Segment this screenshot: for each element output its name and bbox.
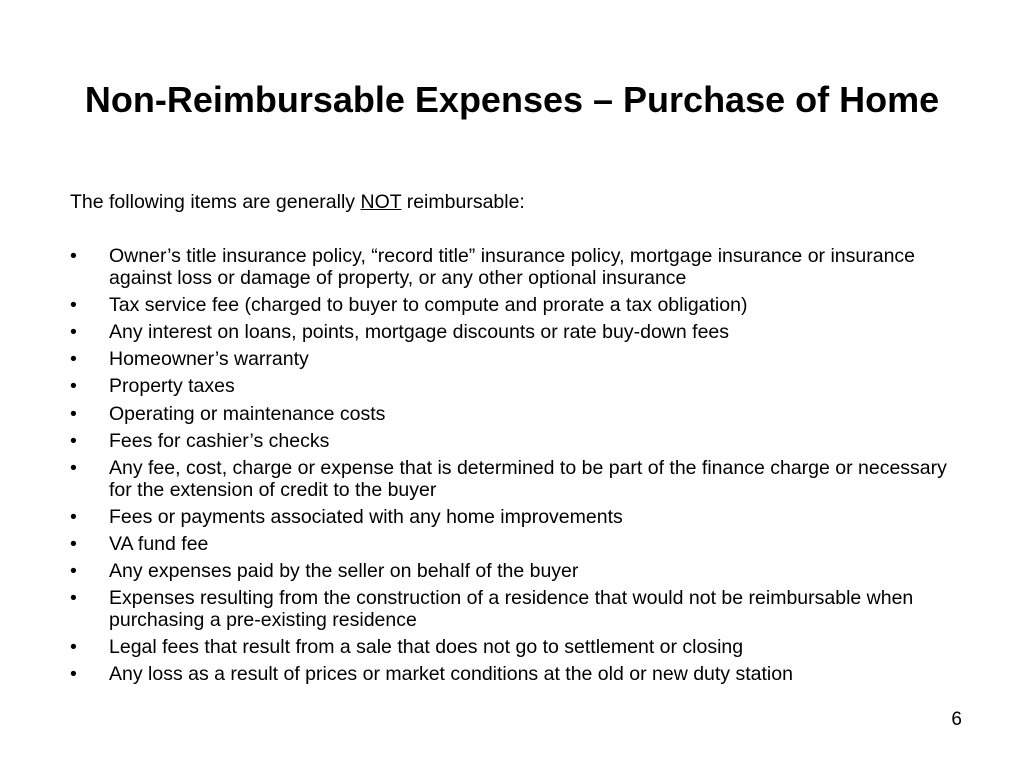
bullet-marker: • bbox=[70, 532, 77, 555]
bullet-item bbox=[70, 637, 970, 659]
bullet-item bbox=[70, 404, 970, 426]
bullet-marker: • bbox=[70, 636, 77, 659]
bullet-marker: • bbox=[70, 663, 77, 686]
bullet-item bbox=[70, 246, 970, 289]
bullet-marker: • bbox=[70, 320, 77, 343]
bullet-text: Property taxes bbox=[109, 375, 235, 398]
bullet-item bbox=[70, 534, 970, 556]
bullet-item bbox=[70, 349, 970, 371]
bullet-item bbox=[70, 431, 970, 453]
intro-before: The following items are generally bbox=[70, 191, 361, 213]
bullet-text: Tax service fee (charged to buyer to compute and prorate a tax obligation) bbox=[109, 293, 748, 316]
bullet-marker: • bbox=[70, 456, 77, 479]
bullet-item bbox=[70, 295, 970, 317]
bullet-text: Fees for cashier’s checks bbox=[109, 429, 330, 452]
bullet-item bbox=[70, 588, 970, 631]
bullet-text: Legal fees that result from a sale that does not go to settlement or closing bbox=[109, 636, 744, 659]
bullet-list bbox=[70, 246, 970, 691]
bullet-marker: • bbox=[70, 402, 77, 425]
bullet-text: Any fee, cost, charge or expense that is determined to be part of the finance charge or necessary for the extension of credit to the buyer bbox=[109, 456, 947, 501]
bullet-marker: • bbox=[70, 505, 77, 528]
bullet-item bbox=[70, 376, 970, 398]
bullet-item bbox=[70, 507, 970, 529]
slide-title: Non-Reimbursable Expenses – Purchase of Home bbox=[84, 79, 940, 120]
bullet-text: Operating or maintenance costs bbox=[109, 402, 386, 425]
bullet-item bbox=[70, 458, 970, 501]
bullet-marker: • bbox=[70, 245, 77, 267]
bullet-text: Homeowner’s warranty bbox=[109, 348, 309, 371]
bullet-marker: • bbox=[70, 375, 77, 398]
bullet-marker: • bbox=[70, 587, 77, 610]
bullet-marker: • bbox=[70, 429, 77, 452]
bullet-item bbox=[70, 561, 970, 583]
bullet-text: Any interest on loans, points, mortgage discounts or rate buy-down fees bbox=[109, 320, 730, 343]
intro-after: reimbursable: bbox=[401, 191, 525, 213]
bullet-text: VA fund fee bbox=[109, 532, 209, 555]
bullet-item bbox=[70, 322, 970, 344]
intro-text bbox=[70, 190, 525, 214]
bullet-marker: • bbox=[70, 348, 77, 371]
intro-emphasis: NOT bbox=[360, 191, 402, 213]
bullet-text: Any loss as a result of prices or market conditions at the old or new duty station bbox=[109, 663, 793, 686]
bullet-marker: • bbox=[70, 293, 77, 316]
bullet-text: Any expenses paid by the seller on behalf of the buyer bbox=[109, 560, 579, 583]
bullet-text: Owner’s title insurance policy, “record title” insurance policy, mortgage insurance or insurance against loss or damage of property, or any other optional insurance bbox=[109, 245, 916, 289]
bullet-text: Expenses resulting from the construction of a residence that would not be reimbursable when purchasing a pre-existing residence bbox=[109, 587, 914, 631]
bullet-text: Fees or payments associated with any home improvements bbox=[109, 505, 623, 528]
bullet-item bbox=[70, 664, 970, 686]
bullet-marker: • bbox=[70, 560, 77, 583]
page-number: 6 bbox=[951, 709, 962, 730]
